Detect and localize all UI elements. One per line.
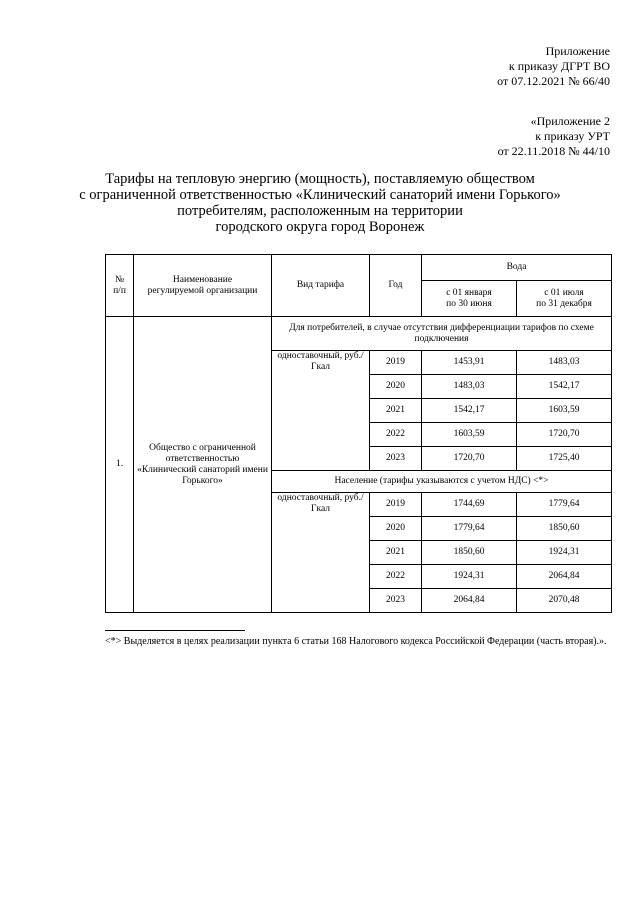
value-cell: 1483,03 <box>517 351 612 375</box>
value-cell: 1542,17 <box>422 399 517 423</box>
appendix-header <box>497 44 610 89</box>
value-cell: 2070,48 <box>517 589 612 613</box>
section-caption: Население (тарифы указываются с учетом НДС) <*> <box>272 471 612 493</box>
value-cell: 1603,59 <box>517 399 612 423</box>
header-num: № п/п <box>106 255 134 317</box>
header-year: Год <box>370 255 422 317</box>
footnote-divider <box>105 630 245 631</box>
value-cell: 1924,31 <box>422 565 517 589</box>
year-cell: 2021 <box>370 541 422 565</box>
value-cell: 1850,60 <box>517 517 612 541</box>
appendix-line: Приложение <box>545 44 610 58</box>
appendix2-line: от 22.11.2018 № 44/10 <box>497 144 610 158</box>
appendix-line: к приказу ДГРТ ВО <box>508 59 610 73</box>
year-cell: 2022 <box>370 565 422 589</box>
appendix2-line: к приказу УРТ <box>535 129 610 143</box>
year-cell: 2020 <box>370 517 422 541</box>
value-cell: 1779,64 <box>422 517 517 541</box>
year-cell: 2021 <box>370 399 422 423</box>
value-cell: 1725,40 <box>517 447 612 471</box>
value-cell: 1720,70 <box>517 423 612 447</box>
tariff-table <box>105 254 612 613</box>
value-cell: 1603,59 <box>422 423 517 447</box>
value-cell: 1779,64 <box>517 493 612 517</box>
year-cell: 2020 <box>370 375 422 399</box>
year-cell: 2022 <box>370 423 422 447</box>
value-cell: 1542,17 <box>517 375 612 399</box>
value-cell: 1744,69 <box>422 493 517 517</box>
value-cell: 1453,91 <box>422 351 517 375</box>
value-cell: 2064,84 <box>517 565 612 589</box>
tariff-type: одноставочный, руб./Гкал <box>272 493 370 613</box>
document-title <box>40 171 600 235</box>
section-caption: Для потребителей, в случае отсутствия дифференциации тарифов по схеме подключения <box>272 317 612 351</box>
appendix2-line: «Приложение 2 <box>530 114 610 128</box>
header-period-1: с 01 января по 30 июня <box>422 281 517 317</box>
header-period-2: с 01 июля по 31 декабря <box>517 281 612 317</box>
appendix-line: от 07.12.2021 № 66/40 <box>497 74 610 88</box>
table-header-row <box>106 255 612 281</box>
appendix2-header <box>498 114 610 159</box>
title-line: потребителям, расположенным на территории <box>177 203 463 219</box>
title-line: городского округа город Воронеж <box>215 219 425 235</box>
value-cell: 1924,31 <box>517 541 612 565</box>
header-tariff-type: Вид тарифа <box>272 255 370 317</box>
value-cell: 1850,60 <box>422 541 517 565</box>
value-cell: 2064,84 <box>422 589 517 613</box>
year-cell: 2019 <box>370 351 422 375</box>
value-cell: 1720,70 <box>422 447 517 471</box>
value-cell: 1483,03 <box>422 375 517 399</box>
year-cell: 2023 <box>370 447 422 471</box>
row-number: 1. <box>106 317 134 613</box>
header-water: Вода <box>422 255 612 281</box>
header-organization: Наименование регулируемой организации <box>134 255 272 317</box>
tariff-type: одноставочный, руб./Гкал <box>272 351 370 471</box>
title-line: с ограниченной ответственностью «Клинический санаторий имени Горького» <box>79 187 561 203</box>
footnote: <*> Выделяется в целях реализации пункта 6 статьи 168 Налогового кодекса Российской Федерации (часть вторая).». <box>105 636 607 647</box>
title-line: Тарифы на тепловую энергию (мощность), поставляемую обществом <box>105 171 535 187</box>
year-cell: 2019 <box>370 493 422 517</box>
year-cell: 2023 <box>370 589 422 613</box>
organization-name: Общество с ограниченной ответственностью «Клинический санаторий имени Горького» <box>134 317 272 613</box>
section-row <box>106 317 612 351</box>
